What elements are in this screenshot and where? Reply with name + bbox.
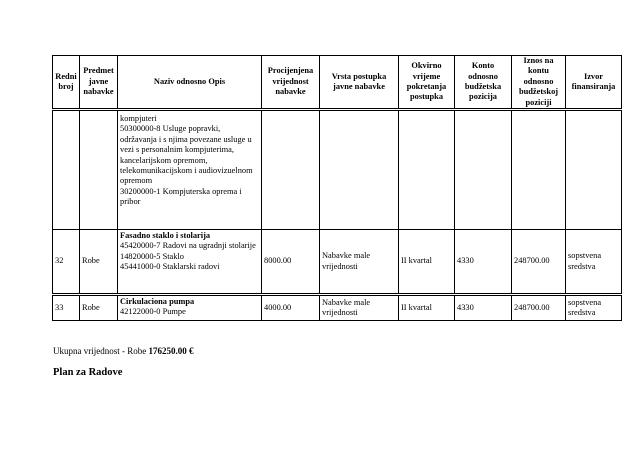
col-header-iznos: Iznos na kontu odnosno budžetskoj poziciji [512,56,566,109]
item-name: Cirkulaciona pumpa [120,297,195,307]
row-procedure: Nabavke male vrijednosti [320,296,399,321]
col-header-vrsta-postupka: Vrsta postupka javne nabavke [320,56,399,109]
col-header-predmet: Predmet javne nabavke [80,56,118,109]
col-header-naziv: Naziv odnosno Opis [118,56,262,109]
continuation-description: kompjuteri 50300000-8 Usluge popravki, održavanja i s njima povezane usluge u vezi s personalnim kompjuterima, kancelarijskom opremom, telekomunikacijskom i audiovizuelnom opremom 30200000-1 Kompjuterska oprema i pribor [120,114,253,207]
item-cpv-codes: 42122000-0 Pumpe [120,307,186,317]
row-number: 32 [53,230,80,294]
section-title: Plan za Radove [53,367,123,378]
row-amount: 248700.00 [512,296,566,321]
procurement-plan-table [52,55,622,321]
item-cpv-codes: 45420000-7 Radovi na ugradnji stolarije 14820000-5 Staklo 45441000-0 Staklarski radovi [120,241,256,272]
col-header-vrijednost: Procijenjena vrijednost nabavke [262,56,320,109]
row-time: II kvartal [399,296,455,321]
row-amount: 248700.00 [512,230,566,294]
row-value: 4000.00 [262,296,320,321]
row-procedure: Nabavke male vrijednosti [320,230,399,294]
table-header-row [53,56,622,109]
row-konto: 4330 [455,230,512,294]
total-label: Ukupna vrijednost - Robe [53,346,147,356]
row-time: II kvartal [399,230,455,294]
row-subject: Robe [80,230,118,294]
row-source: sopstvena sredstva [566,296,622,321]
col-header-konto: Konto odnosno budžetska pozicija [455,56,512,109]
row-source: sopstvena sredstva [566,230,622,294]
item-name: Fasadno staklo i stolarija [120,231,211,241]
col-header-izvor: Izvor finansiranja [566,56,622,109]
table-row-continuation [53,111,622,230]
row-subject: Robe [80,296,118,321]
row-value: 8000.00 [262,230,320,294]
total-value: 176250.00 € [148,346,194,356]
col-header-redni-broj: Redni broj [53,56,80,109]
table-row [53,296,622,321]
row-number: 33 [53,296,80,321]
row-description [118,230,262,294]
col-header-vrijeme: Okvirno vrijeme pokretanja postupka [399,56,455,109]
total-value-line [53,346,193,356]
row-description [118,296,262,321]
table-row [53,230,622,294]
row-konto: 4330 [455,296,512,321]
